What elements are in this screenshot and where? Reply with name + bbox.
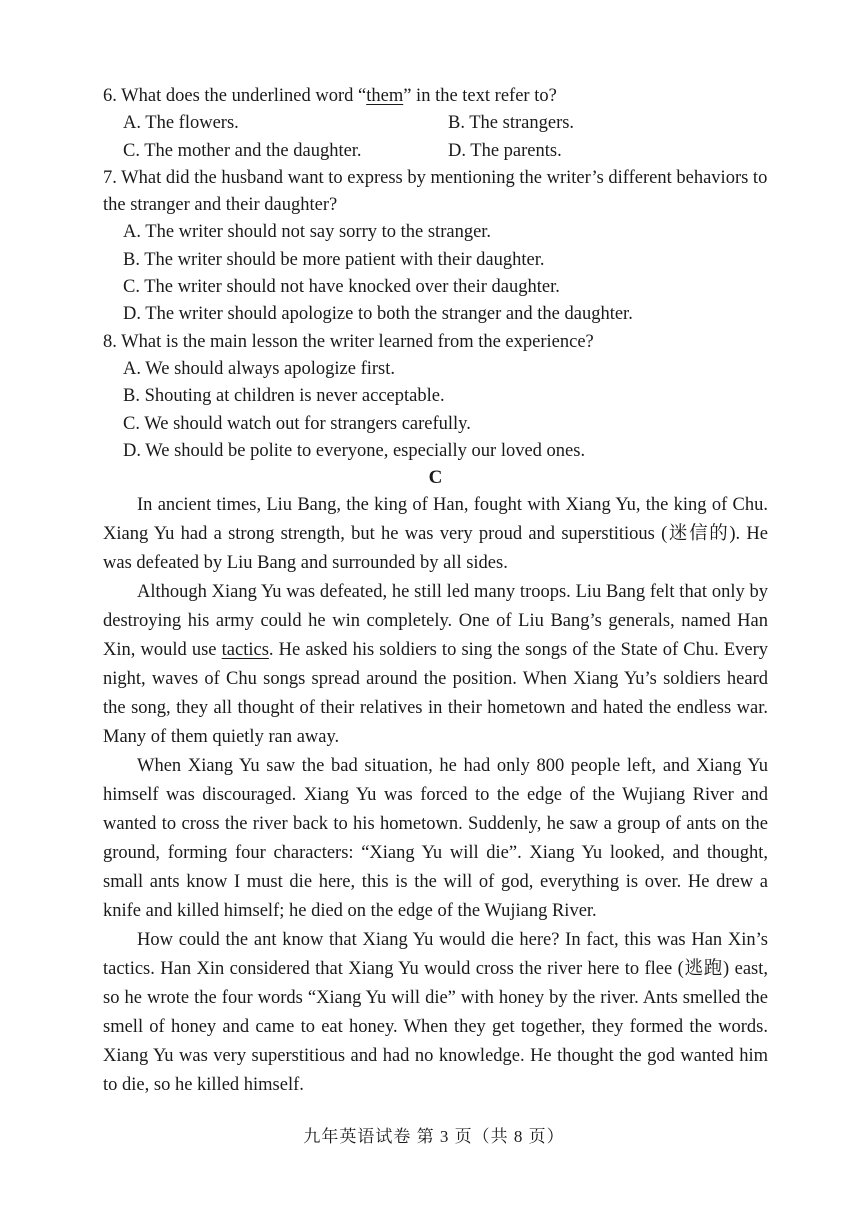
passage-paragraph-4: How could the ant know that Xiang Yu would die here? In fact, this was Han Xin’s tactics. Han Xin considered that Xiang Yu would cross the river here to flee (逃跑) east, so he wrote the four words “Xiang Yu will die” with honey by the river. Ants smelled the smell of honey and came to eat honey. When they get together, they formed the words. Xiang Yu was very superstitious and had no knowledge. He thought the god wanted him to die, so he killed himself. — [103, 930, 768, 1096]
section-heading: C — [428, 467, 443, 489]
option-a: A. We should always apologize first. — [123, 358, 396, 379]
question-7 — [103, 165, 768, 329]
question-stem: 6. What does the underlined word “them” in the text refer to? — [103, 86, 557, 106]
passage-paragraph-1: In ancient times, Liu Bang, the king of Han, fought with Xiang Yu, the king of Chu. Xiang Yu had a strong strength, but he was very proud and superstitious (迷信的). He was defeated by Liu Bang and surrounded by all sides. — [103, 495, 768, 574]
question-stem: 7. What did the husband want to express by mentioning the writer’s different behaviors to the stranger and their daughter? — [103, 167, 768, 216]
option-c: C. The mother and the daughter. — [123, 140, 362, 161]
option-c: C. The writer should not have knocked over their daughter. — [123, 277, 560, 298]
option-b: B. The writer should be more patient with their daughter. — [123, 249, 545, 270]
passage-paragraph-3: When Xiang Yu saw the bad situation, he had only 800 people left, and Xiang Yu himself was discouraged. Xiang Yu was forced to the edge of the Wujiang River and wanted to cross the river back to his hometown. Suddenly, he saw a group of ants on the ground, forming four characters: “Xiang Yu will die”. Xiang Yu looked, and thought, small ants know I must die here, this is the will of god, everything is over. He drew a knife and killed himself; he died on the edge of the Wujiang River. — [103, 756, 768, 922]
option-d: D. The writer should apologize to both the stranger and the daughter. — [123, 304, 633, 325]
page-footer: 九年英语试卷 第 3 页（共 8 页） — [303, 1127, 565, 1146]
question-stem: 8. What is the main lesson the writer learned from the experience? — [103, 331, 594, 352]
options-row — [103, 110, 768, 137]
passage-paragraph-2: Although Xiang Yu was defeated, he still led many troops. Liu Bang felt that only by destroying his army could he win completely. One of Liu Bang’s generals, named Han Xin, would use tactics. He asked his soldiers to sing the songs of the State of Chu. Every night, waves of Chu songs spread around the position. When Xiang Yu’s soldiers heard the song, they all thought of their relatives in their hometown and hated the endless war. Many of them quietly ran away. — [103, 582, 768, 748]
option-b: B. The strangers. — [448, 113, 575, 134]
underlined-word: them — [366, 86, 404, 106]
option-a: A. The flowers. — [123, 113, 239, 134]
option-d: D. We should be polite to everyone, especially our loved ones. — [123, 440, 586, 461]
option-a: A. The writer should not say sorry to the stranger. — [123, 222, 492, 243]
question-8 — [103, 329, 768, 465]
underlined-word: tactics — [221, 640, 269, 661]
option-c: C. We should watch out for strangers carefully. — [123, 413, 471, 434]
option-b: B. Shouting at children is never acceptable. — [123, 386, 445, 407]
page-content — [103, 83, 768, 1100]
question-6 — [103, 83, 768, 165]
options-row — [103, 138, 768, 165]
option-d: D. The parents. — [448, 140, 562, 161]
